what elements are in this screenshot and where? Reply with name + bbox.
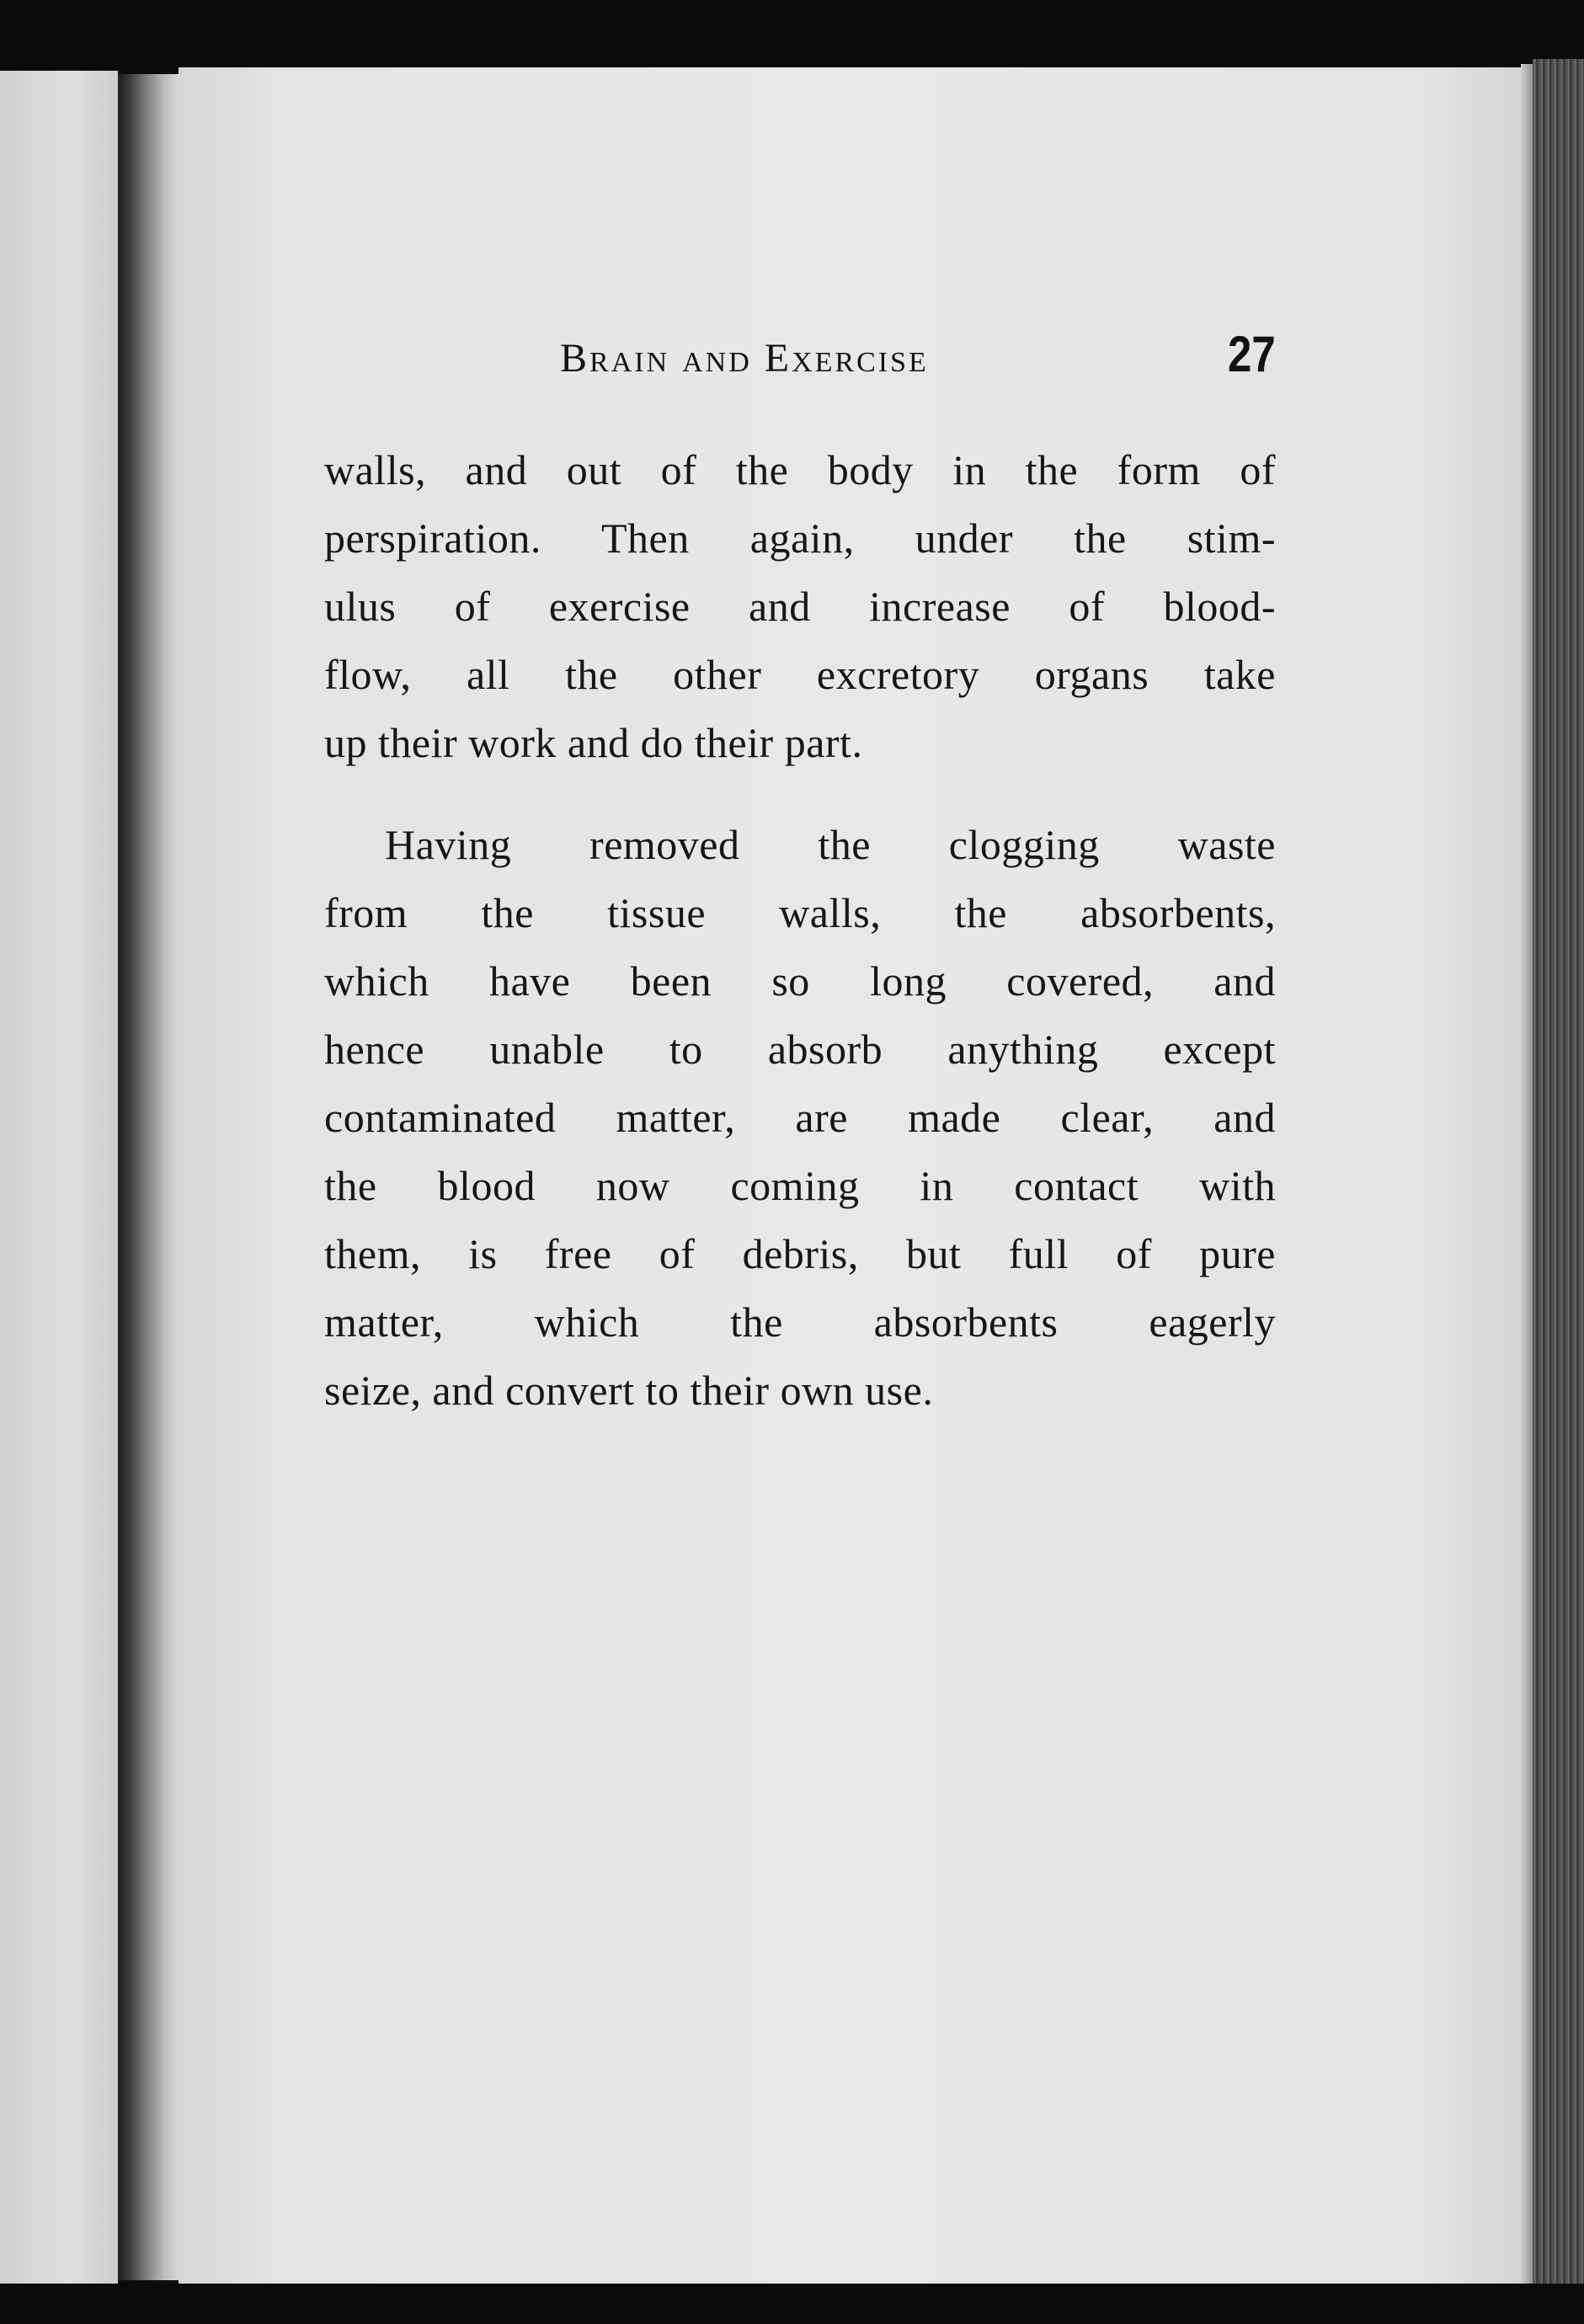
- body-text: [324, 436, 1276, 1425]
- facing-page-edge: [0, 71, 118, 2285]
- scan-top-border: [0, 0, 1584, 71]
- page-number: 27: [1228, 326, 1276, 382]
- text-line: ulus of exercise and increase of blood-: [324, 583, 1276, 630]
- binding-gutter-shadow: [118, 74, 179, 2280]
- text-line: flow, all the other excretory organs take: [324, 651, 1276, 698]
- text-line: walls, and out of the body in the form of: [324, 446, 1276, 493]
- book-cover-edge: [1533, 59, 1584, 2299]
- running-title: Brain and Exercise: [560, 336, 929, 381]
- text-line: up their work and do their part.: [324, 719, 863, 766]
- text-line: Having removed the clogging waste: [385, 821, 1276, 868]
- text-line: matter, which the absorbents eagerly: [324, 1298, 1276, 1346]
- text-line: from the tissue walls, the absorbents,: [324, 889, 1276, 936]
- paragraph-spacer: [324, 777, 1276, 811]
- text-line: contaminated matter, are made clear, and: [324, 1094, 1276, 1141]
- paragraph-1: [324, 436, 1276, 777]
- running-head: [324, 327, 1276, 394]
- text-line: the blood now coming in contact with: [324, 1162, 1276, 1209]
- text-line: perspiration. Then again, under the stim-: [324, 514, 1276, 562]
- text-line: hence unable to absorb anything except: [324, 1026, 1276, 1073]
- text-line: seize, and convert to their own use.: [324, 1367, 934, 1414]
- scan-bottom-border: [0, 2284, 1584, 2324]
- paragraph-2: [324, 811, 1276, 1425]
- text-line: which have been so long covered, and: [324, 957, 1276, 1005]
- text-line: them, is free of debris, but full of pure: [324, 1230, 1276, 1277]
